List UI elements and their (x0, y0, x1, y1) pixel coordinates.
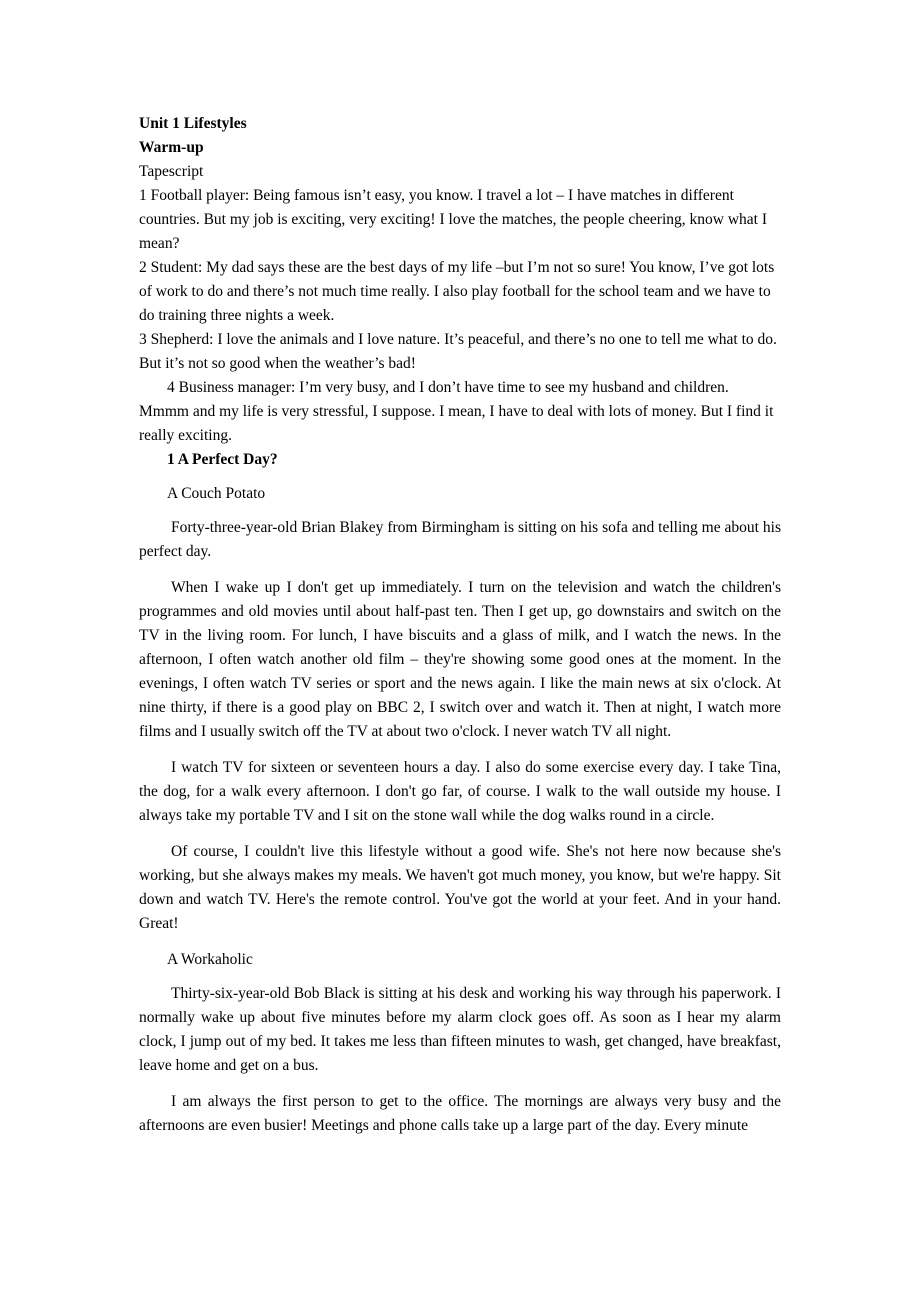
warmup-item-business-manager: 4 Business manager: I’m very busy, and I don’t have time to see my husband and children. Mmmm and my life is very stressful, I suppose. I mean, I have to deal with lots of money. But I find it really exciting. (139, 379, 774, 444)
couch-potato-heading: A Couch Potato (167, 485, 266, 502)
workaholic-heading: A Workaholic (167, 951, 253, 968)
section1-heading: 1 A Perfect Day? (167, 451, 278, 468)
warmup-heading: Warm-up (139, 139, 204, 156)
document-page (139, 112, 781, 1138)
couch-potato-paragraph: I watch TV for sixteen or seventeen hours a day. I also do some exercise every day. I take Tina, the dog, for a walk every afternoon. I don't go far, of course. I walk to the wall outside my house. I always take my portable TV and I sit on the stone wall while the dog walks round in a circle. (139, 759, 781, 824)
workaholic-paragraph: I am always the first person to get to the office. The mornings are always very busy and the afternoons are even busier! Meetings and phone calls take up a large part of the day. Every minute (139, 1093, 781, 1134)
warmup-item-student: 2 Student: My dad says these are the best days of my life –but I’m not so sure! You know, I’ve got lots of work to do and there’s not much time really. I also play football for the school team and we have to do training three nights a week. (139, 259, 775, 324)
warmup-item-football-player: 1 Football player: Being famous isn’t easy, you know. I travel a lot – I have matches in different countries. But my job is exciting, very exciting! I love the matches, the people cheering, know what I mean? (139, 187, 768, 252)
tapescript-label: Tapescript (139, 163, 204, 180)
unit-title: Unit 1 Lifestyles (139, 115, 247, 132)
warmup-item-shepherd: 3 Shepherd: I love the animals and I love nature. It’s peaceful, and there’s no one to tell me what to do. But it’s not so good when the weather’s bad! (139, 331, 777, 372)
couch-potato-paragraph: When I wake up I don't get up immediately. I turn on the television and watch the children's programmes and old movies until about half-past ten. Then I get up, go downstairs and switch on the TV in the living room. For lunch, I have biscuits and a glass of milk, and I watch the news. In the afternoon, I often watch another old film – they're showing some good ones at the moment. In the evenings, I often watch TV series or sport and the news again. I like the main news at six o'clock. At nine thirty, if there is a good play on BBC 2, I switch over and watch it. Then at night, I watch more films and I usually switch off the TV at about two o'clock. I never watch TV all night. (139, 579, 781, 740)
couch-potato-paragraph: Of course, I couldn't live this lifestyle without a good wife. She's not here now because she's working, but she always makes my meals. We haven't got much money, you know, but we're happy. Sit down and watch TV. Here's the remote control. You've got the world at your feet. And in your hand. Great! (139, 843, 781, 932)
couch-potato-paragraph: Forty-three-year-old Brian Blakey from Birmingham is sitting on his sofa and telling me about his perfect day. (139, 519, 781, 560)
workaholic-paragraph: Thirty-six-year-old Bob Black is sitting at his desk and working his way through his paperwork. I normally wake up about five minutes before my alarm clock goes off. As soon as I hear my alarm clock, I jump out of my bed. It takes me less than fifteen minutes to wash, get changed, have breakfast, leave home and get on a bus. (139, 985, 781, 1074)
